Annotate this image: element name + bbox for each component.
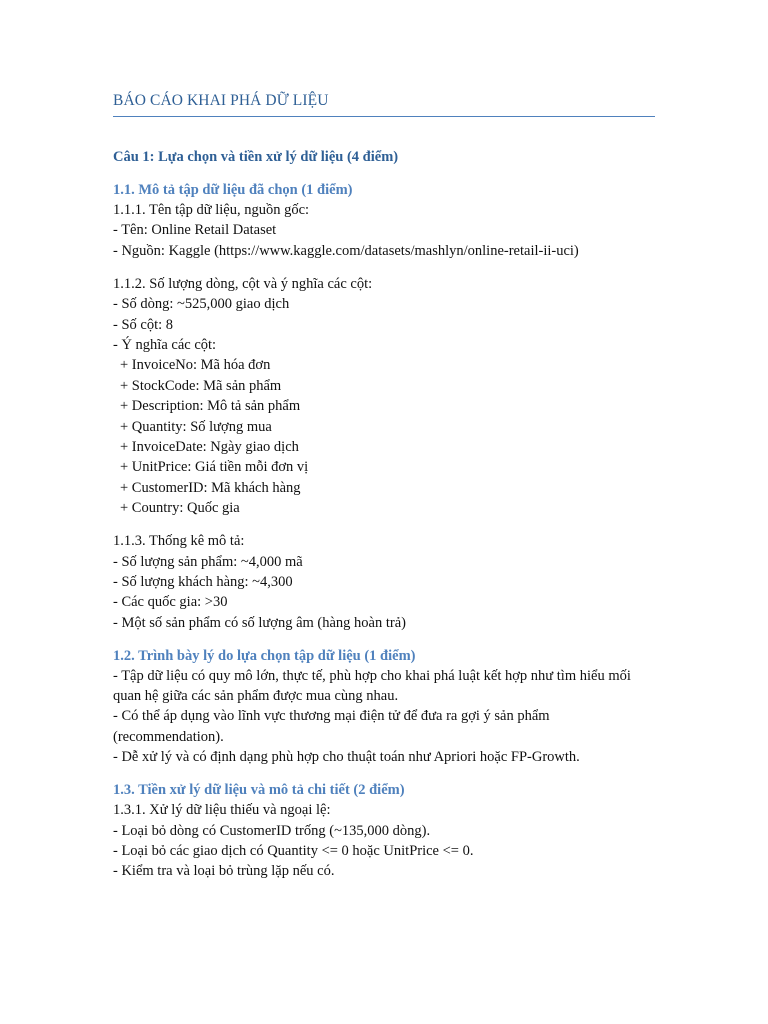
reason-item: - Dễ xử lý và có định dạng phù hợp cho thuật toán như Apriori hoặc FP-Growth. (113, 749, 580, 766)
column-item: + UnitPrice: Giá tiền mỗi đơn vị (120, 459, 309, 476)
stat-item: - Các quốc gia: >30 (113, 594, 228, 611)
column-item: + CustomerID: Mã khách hàng (120, 479, 301, 496)
preprocess-item: - Loại bỏ dòng có CustomerID trống (~135,000 dòng). (113, 822, 431, 839)
reason-item: - Có thể áp dụng vào lĩnh vực thương mại điện tử để đưa ra gợi ý sản phẩm (recommendation). (113, 708, 550, 745)
column-count: - Số cột: 8 (113, 316, 174, 333)
row-count: - Số dòng: ~525,000 giao dịch (113, 296, 290, 313)
dataset-source: - Nguồn: Kaggle (https://www.kaggle.com/datasets/mashlyn/online-retail-ii-uci) (113, 242, 579, 259)
dataset-name: - Tên: Online Retail Dataset (113, 222, 277, 239)
document-body (113, 147, 655, 882)
stat-item: - Một số sản phẩm có số lượng âm (hàng hoàn trả) (113, 614, 406, 631)
preprocess-item: - Loại bỏ các giao dịch có Quantity <= 0 hoặc UnitPrice <= 0. (113, 842, 474, 859)
column-item: + StockCode: Mã sản phẩm (120, 377, 282, 394)
subsection-1-1-2-title: 1.1.2. Số lượng dòng, cột và ý nghĩa các cột: (113, 275, 373, 292)
subsection-1-3-1-title: 1.3.1. Xử lý dữ liệu thiếu và ngoại lệ: (113, 802, 331, 819)
column-item: + Description: Mô tả sản phẩm (120, 398, 301, 415)
section-1-1-heading: 1.1. Mô tả tập dữ liệu đã chọn (1 điểm) (113, 182, 353, 198)
stat-item: - Số lượng khách hàng: ~4,300 (113, 573, 293, 590)
stat-item: - Số lượng sản phẩm: ~4,000 mã (113, 553, 303, 570)
column-item: + Quantity: Số lượng mua (120, 418, 272, 435)
column-meaning-label: - Ý nghĩa các cột: (113, 336, 217, 353)
section-1-3-heading: 1.3. Tiền xử lý dữ liệu và mô tả chi tiết (2 điểm) (113, 782, 405, 799)
column-item: + InvoiceNo: Mã hóa đơn (120, 357, 271, 374)
column-item: + InvoiceDate: Ngày giao dịch (120, 438, 299, 455)
preprocess-item: - Kiểm tra và loại bỏ trùng lặp nếu có. (113, 863, 335, 880)
reason-item: - Tập dữ liệu có quy mô lớn, thực tế, phù hợp cho khai phá luật kết hợp như tìm hiểu mối quan hệ giữa các sản phẩm được mua cùng nhau. (113, 667, 631, 705)
column-item: + Country: Quốc gia (120, 500, 240, 517)
question-1-heading: Câu 1: Lựa chọn và tiền xử lý dữ liệu (4 điểm) (113, 149, 399, 165)
subsection-1-1-1-title: 1.1.1. Tên tập dữ liệu, nguồn gốc: (113, 202, 310, 218)
section-1-2-heading: 1.2. Trình bày lý do lựa chọn tập dữ liệu (1 điểm) (113, 647, 416, 664)
document-title: BÁO CÁO KHAI PHÁ DỮ LIỆU (113, 92, 329, 109)
title-underline (113, 116, 655, 117)
subsection-1-1-3-title: 1.1.3. Thống kê mô tả: (113, 533, 245, 550)
